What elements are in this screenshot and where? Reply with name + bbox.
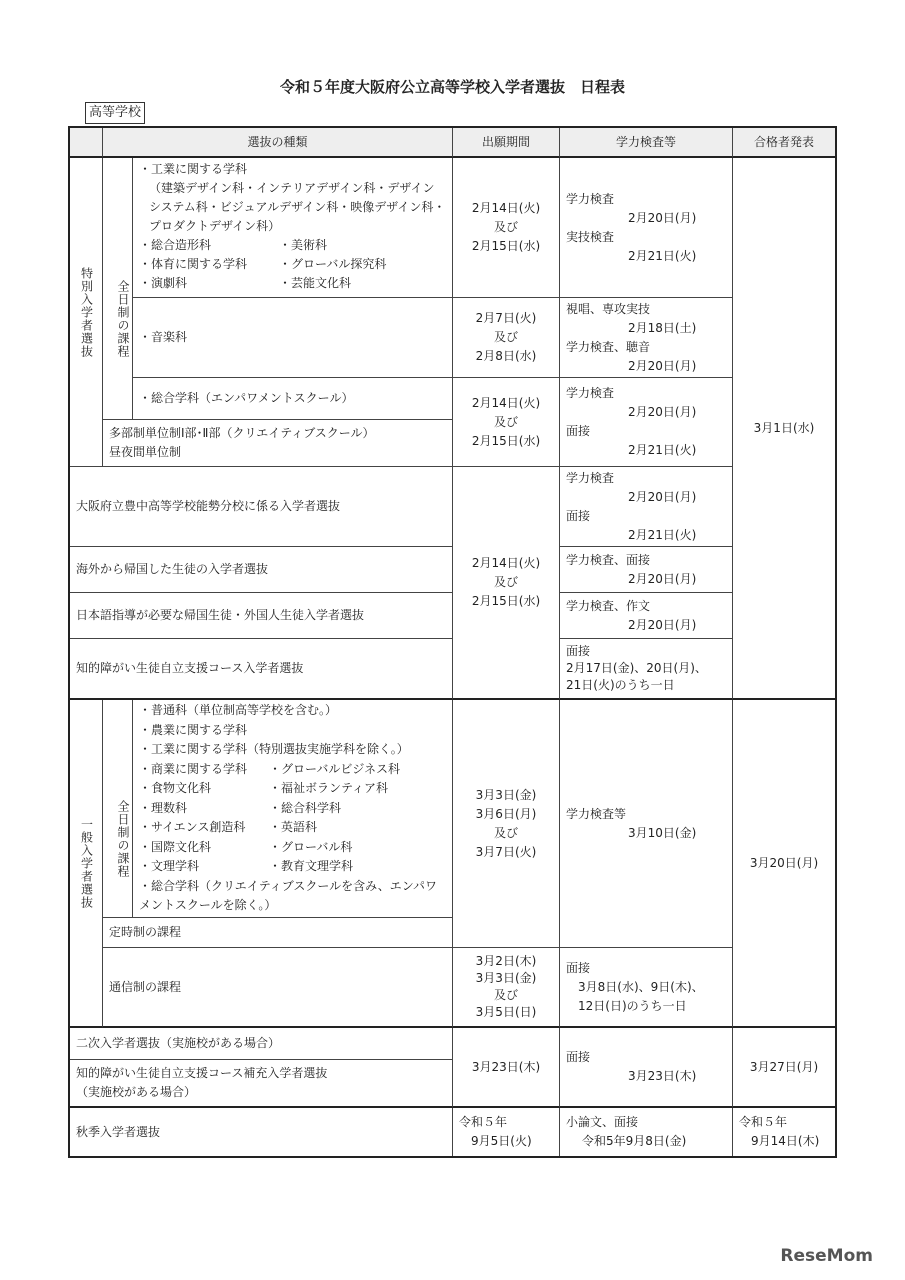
subject: ・教育文理学科 xyxy=(269,859,354,874)
header-exam: 学力検査等 xyxy=(560,128,733,158)
announce-date: 3月20日(月) xyxy=(733,700,835,1028)
subject: ・工業に関する学科（特別選抜実施学科を除く。） xyxy=(139,742,409,757)
exam-date: 2月18日(土) xyxy=(628,320,697,335)
header-blank xyxy=(70,128,103,158)
header-type: 選抜の種類 xyxy=(103,128,453,158)
subject: ・普通科（単位制高等学校を含む。） xyxy=(139,703,338,718)
subject: ・体育に関する学科 xyxy=(139,257,248,271)
exam-item: 面接 xyxy=(566,508,591,523)
subject: ・総合科学科 xyxy=(269,800,342,815)
special-row-multipart: 多部制単位制Ⅰ部･Ⅱ部（クリエイティブスクール） 昼夜間単位制 xyxy=(103,420,453,467)
autumn-selection: 秋季入学者選抜 xyxy=(70,1108,453,1156)
special-row-nose: 大阪府立豊中高等学校能勢分校に係る入学者選抜 xyxy=(70,467,453,547)
exam-date: 2月20日(月) xyxy=(628,405,697,419)
special-row-empowerment: ・総合学科（エンパワメントスクール） xyxy=(133,378,453,420)
exam-item: 学力検査、面接 xyxy=(566,552,651,567)
exam-item: 学力検査等 xyxy=(566,806,627,821)
subject: ・文理学科 xyxy=(139,859,200,874)
subject: ・食物文化科 xyxy=(139,781,212,796)
exam-item: 面接 xyxy=(566,424,591,438)
subject: ・サイエンス創造科 xyxy=(139,820,246,835)
application-period: 3月23日(木) xyxy=(453,1028,560,1108)
subject: ・演劇科 xyxy=(139,276,188,290)
subject: ・美術科 xyxy=(279,238,328,252)
page-title: 令和５年度大阪府公立高等学校入学者選抜 日程表 xyxy=(279,78,625,96)
schedule-table xyxy=(68,126,837,1158)
exam-item: 学力検査 xyxy=(566,191,615,206)
subject: ・理数科 xyxy=(139,800,188,815)
exam-item: 視唱、専攻実技 xyxy=(566,301,651,316)
subject: ・農業に関する学科 xyxy=(139,722,248,737)
special-subject-grid xyxy=(139,236,446,293)
exam-item: 学力検査、作文 xyxy=(566,598,651,613)
special-row-returnee: 海外から帰国した生徒の入学者選抜 xyxy=(70,547,453,593)
subject: ・総合造形科 xyxy=(139,238,212,252)
exam-date: 2月20日(月) xyxy=(628,617,697,632)
header-announce: 合格者発表 xyxy=(733,128,835,158)
announce-date: 3月27日(月) xyxy=(733,1028,835,1108)
exam-date: 2月20日(月) xyxy=(628,489,697,504)
special-row-japanese-support: 日本語指導が必要な帰国生徒・外国人生徒入学者選抜 xyxy=(70,593,453,639)
exam-cell xyxy=(560,158,733,298)
announce-date: 令和５年 9月14日(木) xyxy=(739,1115,820,1148)
exam-cell xyxy=(560,467,733,547)
subject: ・総合学科（クリエイティブスクールを含み、エンパワメントスクールを除く。） xyxy=(139,878,437,913)
exam-item: 実技検査 xyxy=(566,229,615,244)
exam-cell xyxy=(560,547,733,593)
application-period: 2月7日(火) 及び 2月8日(水) xyxy=(453,298,560,378)
industry-lead: ・工業に関する学科 xyxy=(139,162,248,176)
supplementary-selection: 知的障がい生徒自立支援コース補充入学者選抜 （実施校がある場合） xyxy=(70,1060,453,1108)
exam-date: 3月23日(木) xyxy=(628,1069,697,1083)
exam-cell xyxy=(560,593,733,639)
industry-detail: （建築デザイン科・インテリアデザイン科・デザインシステム科・ビジュアルデザイン科・映像デザイン科・プロダクトデザイン科） xyxy=(149,181,446,233)
watermark-logo: ReseMom xyxy=(780,1246,873,1266)
special-label: 特別入学者選抜 xyxy=(70,158,103,467)
secondary-selection: 二次入学者選抜（実施校がある場合） xyxy=(70,1028,453,1060)
subject: ・グローバルビジネス科 xyxy=(269,761,401,776)
subject: ・商業に関する学科 xyxy=(139,761,248,776)
general-fulltime-label: 全日制の課程 xyxy=(103,700,133,918)
subject: ・グローバル科 xyxy=(269,839,353,854)
general-parttime: 定時制の課程 xyxy=(103,918,453,948)
exam-date: 令和5年9月8日(金) xyxy=(582,1134,687,1148)
special-fulltime-label: 全日制の課程 xyxy=(103,158,133,420)
subject: ・グローバル探究科 xyxy=(279,257,387,271)
exam-date: 2月21日(火) xyxy=(628,443,697,457)
exam-cell xyxy=(560,378,733,467)
exam-date: 2月21日(火) xyxy=(628,527,697,542)
subject: ・国際文化科 xyxy=(139,839,212,854)
exam-cell xyxy=(560,700,733,948)
special-row-music: ・音楽科 xyxy=(133,298,453,378)
exam-date: 2月21日(火) xyxy=(628,248,697,263)
general-label: 一般入学者選抜 xyxy=(70,700,103,1028)
announce-date: 3月1日(水) xyxy=(733,158,835,700)
exam-date: 2月20日(月) xyxy=(628,358,697,373)
exam-date: 3月10日(金) xyxy=(628,825,697,840)
exam-item: 学力検査、聴音 xyxy=(566,339,651,354)
section-tag: 高等学校 xyxy=(85,102,145,124)
exam-item: 学力検査 xyxy=(566,470,615,485)
application-period: 3月2日(木) 3月3日(金) 及び 3月5日(日) xyxy=(453,948,560,1028)
exam-date: 2月20日(月) xyxy=(628,210,697,225)
subject: ・英語科 xyxy=(269,820,318,835)
general-correspondence: 通信制の課程 xyxy=(103,948,453,1028)
exam-cell: 面接 3月8日(水)、9日(木)、 12日(日)のうち一日 xyxy=(560,948,733,1028)
general-subject-list xyxy=(133,700,453,918)
exam-cell xyxy=(560,298,733,378)
exam-item: 学力検査 xyxy=(566,386,615,400)
exam-item: 面接 xyxy=(566,1050,591,1064)
subject: ・福祉ボランティア科 xyxy=(269,781,389,796)
special-row-disability: 知的障がい生徒自立支援コース入学者選抜 xyxy=(70,639,453,700)
application-period: 2月14日(火) 及び 2月15日(水) xyxy=(453,158,560,298)
exam-cell: 面接 2月17日(金)、20日(月)、 21日(火)のうち一日 xyxy=(560,639,733,700)
exam-item: 小論文、面接 xyxy=(566,1115,639,1129)
exam-date: 2月20日(月) xyxy=(628,571,697,586)
application-period: 2月14日(火) 及び 2月15日(水) xyxy=(453,467,560,700)
application-period: 令和５年 9月5日(火) xyxy=(453,1108,560,1156)
exam-cell xyxy=(560,1028,733,1108)
subject: ・芸能文化科 xyxy=(279,276,352,290)
application-period: 2月14日(火) 及び 2月15日(水) xyxy=(453,378,560,467)
application-period: 3月3日(金) 3月6日(月) 及び 3月7日(火) xyxy=(453,700,560,948)
header-application: 出願期間 xyxy=(453,128,560,158)
special-row-industry xyxy=(133,158,453,298)
exam-cell xyxy=(560,1108,733,1156)
general-subject-grid xyxy=(139,760,446,877)
